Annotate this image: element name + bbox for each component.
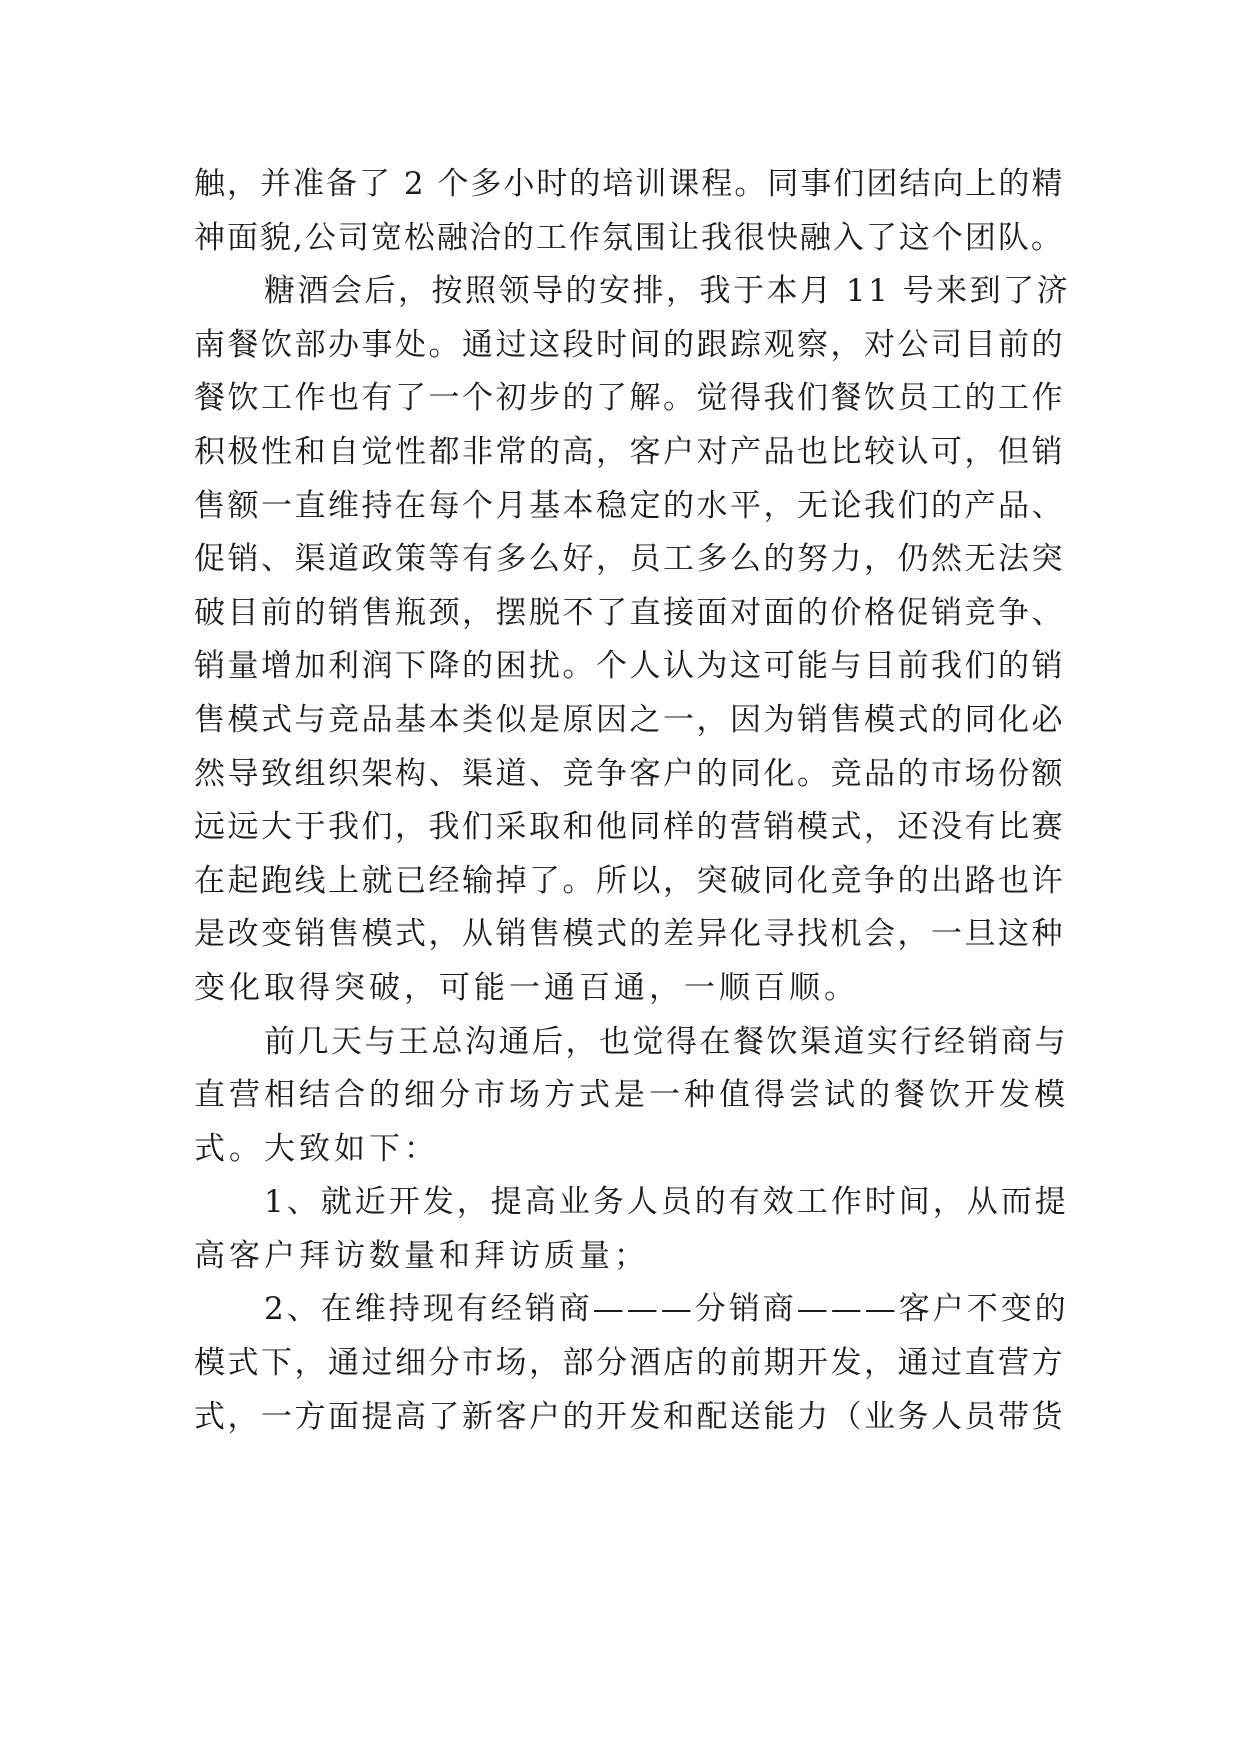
document-body: [194, 158, 1074, 1444]
body-line: 神面貌,公司宽松融洽的工作氛围让我很快融入了这个团队。: [194, 219, 1064, 256]
body-line: 餐饮工作也有了一个初步的了解。觉得我们餐饮员工的工作: [194, 380, 1065, 417]
body-line: 在起跑线上就已经输掉了。所以，突破同化竞争的出路也许: [194, 862, 1065, 899]
body-line: 促销、渠道政策等有多么好，员工多么的努力，仍然无法突: [194, 541, 1065, 578]
body-line: 直营相结合的细分市场方式是一种值得尝试的餐饮开发模: [194, 1077, 1069, 1114]
body-line: 1、就近开发，提高业务人员的有效工作时间，从而提: [264, 1184, 1069, 1221]
body-line: 积极性和自觉性都非常的高，客户对产品也比较认可，但销: [194, 433, 1065, 470]
body-line: 售额一直维持在每个月基本稳定的水平，无论我们的产品、: [194, 487, 1065, 524]
body-line: 2、在维持现有经销商———分销商———客户不变的: [264, 1291, 1069, 1328]
body-line: 模式下，通过细分市场，部分酒店的前期开发，通过直营方: [194, 1345, 1065, 1382]
body-line: 高客户拜访数量和拜访质量；: [194, 1237, 649, 1274]
body-line: 变化取得突破，可能一通百通，一顺百顺。: [194, 969, 859, 1006]
body-line: 是改变销售模式，从销售模式的差异化寻找机会，一旦这种: [194, 916, 1065, 953]
body-line: 前几天与王总沟通后，也觉得在餐饮渠道实行经销商与: [264, 1023, 1068, 1060]
body-line: 销量增加利润下降的困扰。个人认为这可能与目前我们的销: [194, 648, 1065, 685]
body-line: 然导致组织架构、渠道、竞争客户的同化。竞品的市场份额: [194, 755, 1065, 792]
body-line: 南餐饮部办事处。通过这段时间的跟踪观察，对公司目前的: [194, 326, 1065, 363]
body-line: 触，并准备了 2 个多小时的培训课程。同事们团结向上的精: [194, 166, 1065, 202]
body-line: 式。大致如下：: [194, 1130, 439, 1167]
body-line: 远远大于我们，我们采取和他同样的营销模式，还没有比赛: [194, 809, 1065, 846]
body-line: 破目前的销售瓶颈，摆脱不了直接面对面的价格促销竞争、: [194, 594, 1065, 631]
body-line: 售模式与竞品基本类似是原因之一，因为销售模式的同化必: [194, 701, 1065, 738]
body-line: 式，一方面提高了新客户的开发和配送能力（业务人员带货: [194, 1398, 1065, 1435]
body-line: 糖酒会后，按照领导的安排，我于本月 11 号来到了济: [264, 273, 1071, 310]
